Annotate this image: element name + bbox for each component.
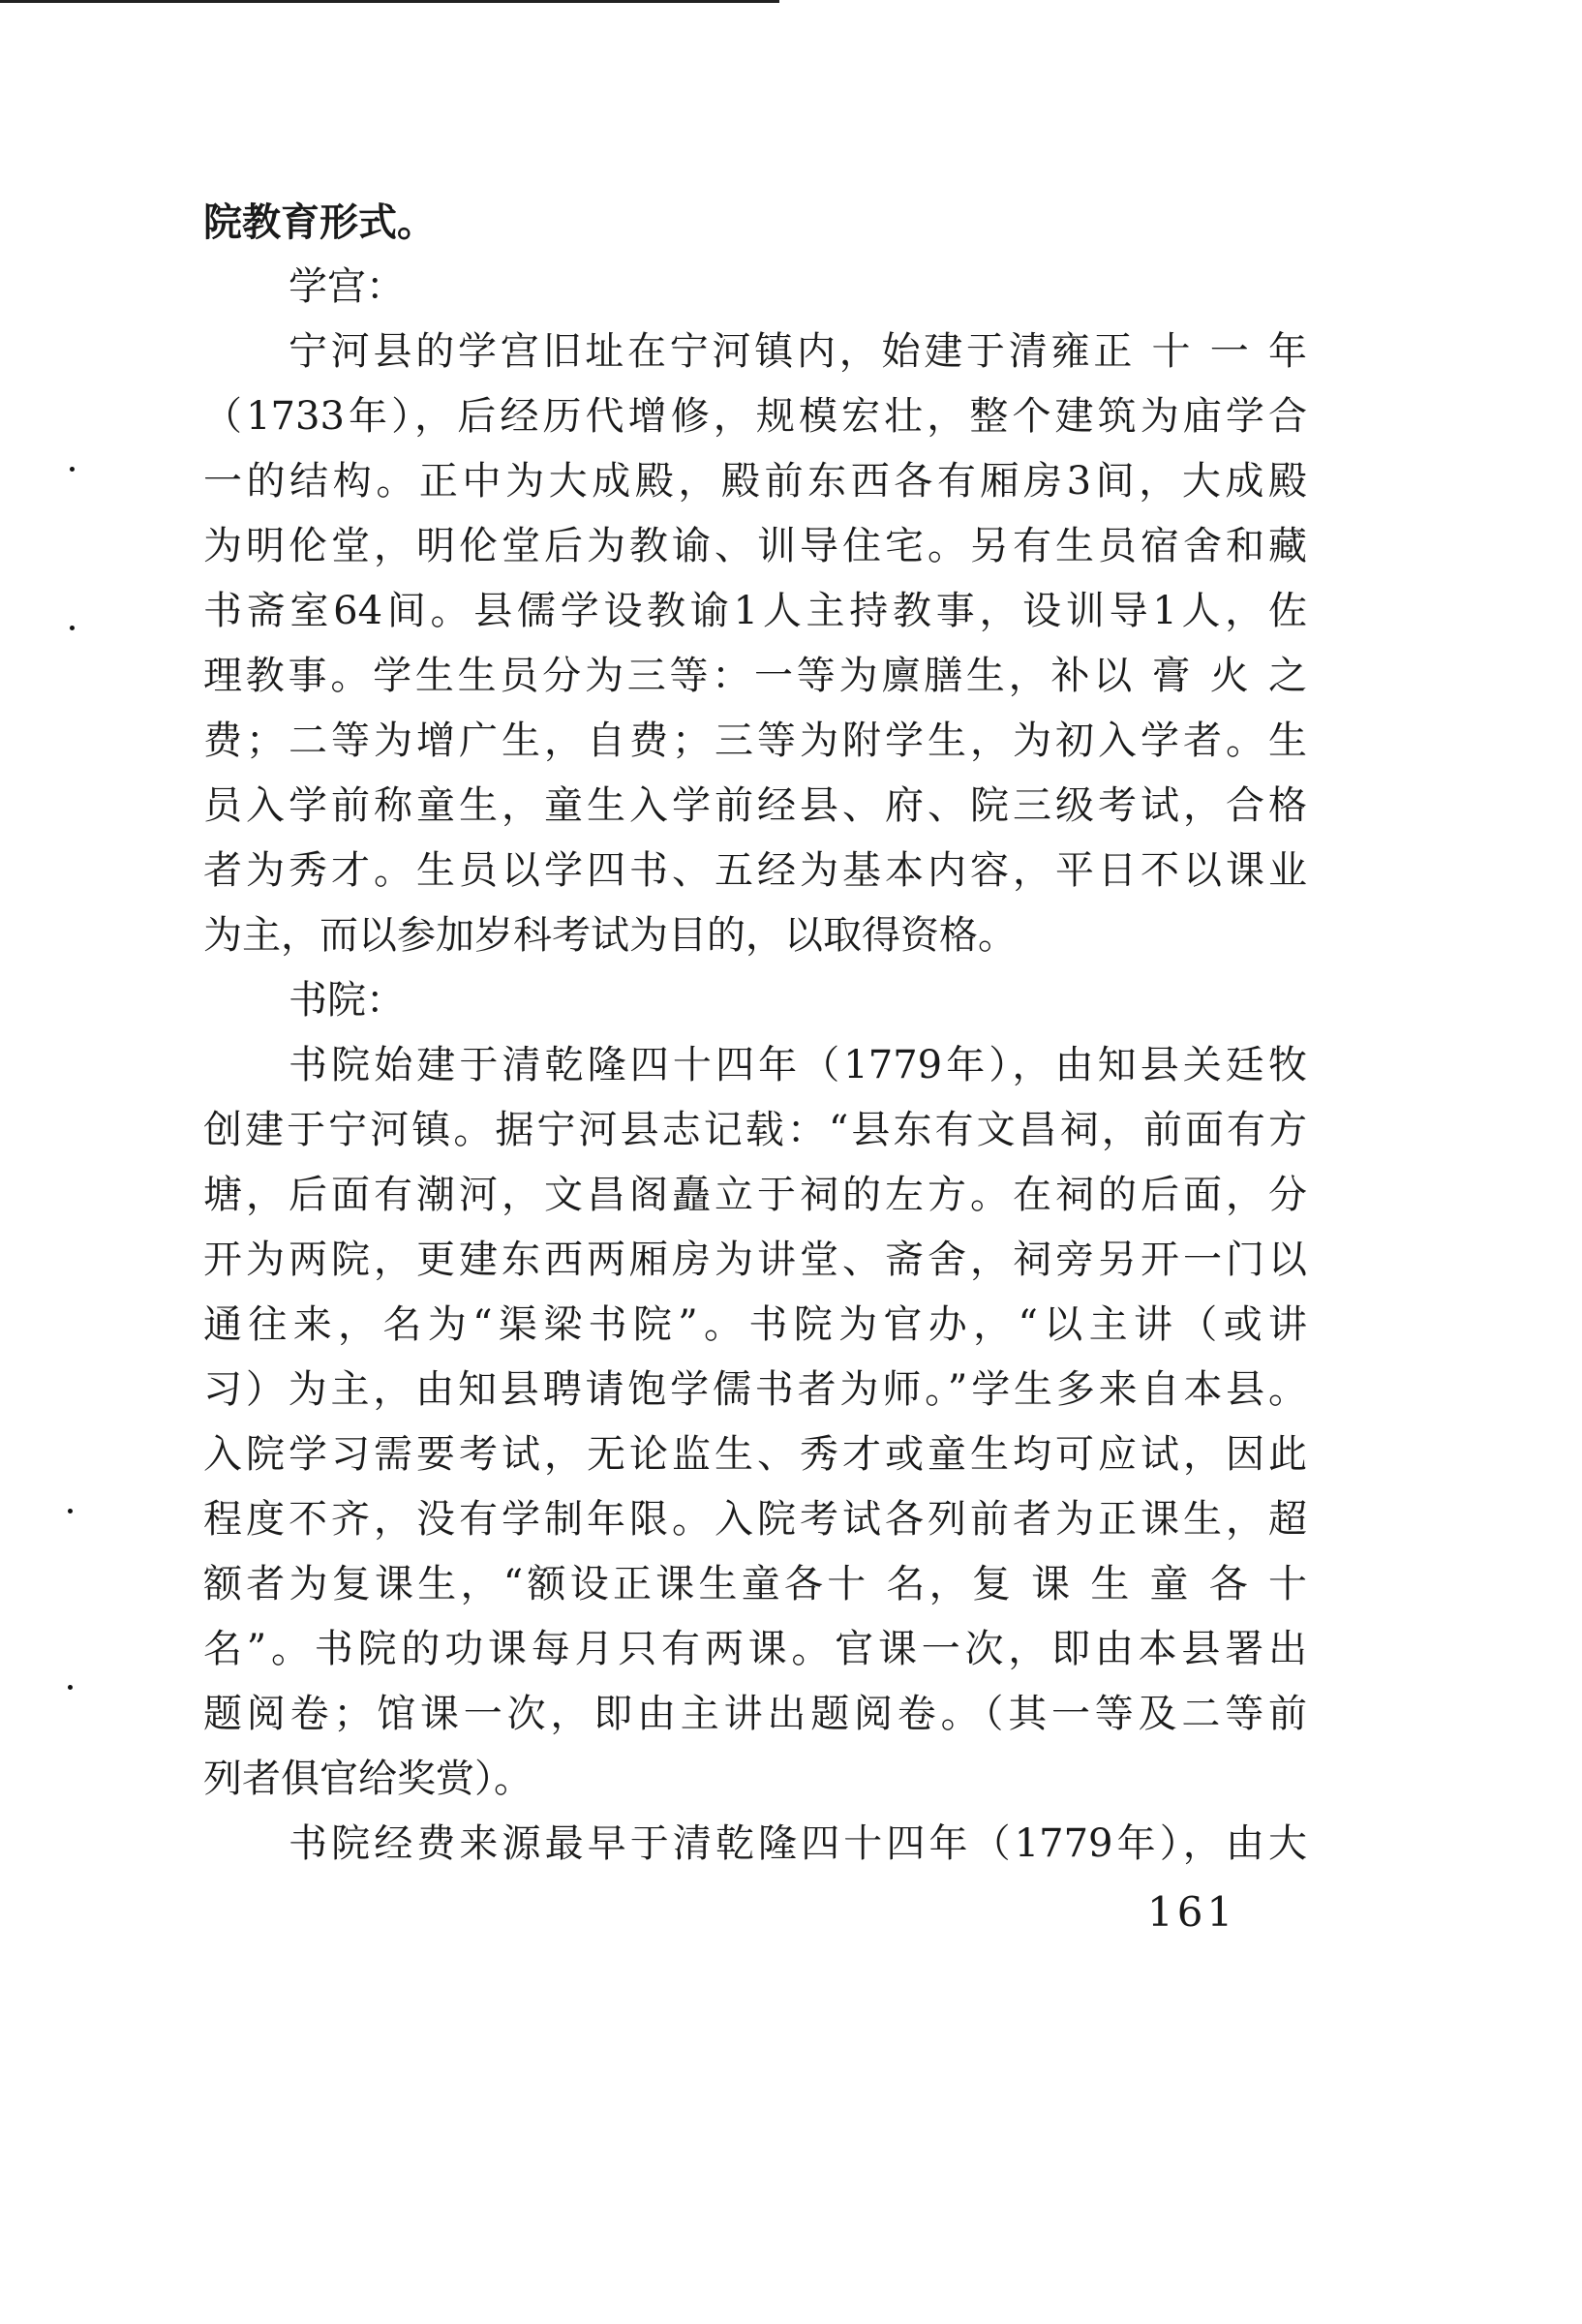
top-border-rule <box>0 0 779 3</box>
text-line: 为主，而以参加岁科考试为目的，以取得资格。 <box>203 913 1017 958</box>
book-page-text <box>203 190 1307 1877</box>
text-line: 员入学前称童生，童生入学前经县、府、院三级考试，合格 <box>203 783 1307 828</box>
section-heading-shuyuan: 书院： <box>289 978 405 1023</box>
text-line: 入院学习需要考试，无论监生、秀才或童生均可应试，因此 <box>203 1432 1307 1477</box>
text-line: 费；二等为增广生，自费；三等为附学生，为初入学者。生 <box>203 719 1307 763</box>
text-line: 列者俱官给奖赏）。 <box>203 1757 532 1801</box>
scan-speck <box>68 1509 73 1514</box>
text-line: 程度不齐，没有学制年限。入院考试各列前者为正课生，超 <box>203 1497 1307 1542</box>
text-line: 院教育形式。 <box>203 199 436 245</box>
text-line: 塘，后面有潮河，文昌阁矗立于祠的左方。在祠的后面，分 <box>203 1173 1307 1217</box>
text-line: （1733年），后经历代增修，规模宏壮，整个建筑为庙学合 <box>203 394 1307 439</box>
scan-speck <box>70 626 75 630</box>
text-line: 理教事。学生生员分为三等：一等为廪膳生，补以 膏 火 之 <box>203 654 1307 698</box>
text-line: 题阅卷；馆课一次，即由主讲出题阅卷。（其一等及二等前 <box>203 1692 1307 1736</box>
text-line: 为明伦堂，明伦堂后为教谕、训导住宅。另有生员宿舍和藏 <box>203 524 1307 568</box>
text-line: 者为秀才。生员以学四书、五经为基本内容，平日不以课业 <box>203 848 1307 893</box>
text-line: 额者为复课生，“额设正课生童各十 名，复 课 生 童 各 十 <box>203 1562 1307 1606</box>
scan-speck <box>68 1685 73 1690</box>
text-line: 书院经费来源最早于清乾隆四十四年（1779年），由大 <box>289 1821 1307 1866</box>
section-heading-xuegong: 学宫： <box>289 264 405 309</box>
text-line: 通往来，名为“渠梁书院”。书院为官办，“以主讲（或讲 <box>203 1302 1307 1347</box>
text-line: 宁河县的学宫旧址在宁河镇内，始建于清雍正 十 一 年 <box>289 329 1307 374</box>
scan-speck <box>70 467 75 472</box>
text-line: 开为两院，更建东西两厢房为讲堂、斋舍，祠旁另开一门以 <box>203 1238 1307 1282</box>
text-line: 习）为主，由知县聘请饱学儒书者为师。”学生多来自本县。 <box>203 1367 1307 1412</box>
text-line: 名”。书院的功课每月只有两课。官课一次，即由本县署出 <box>203 1627 1307 1671</box>
text-line: 创建于宁河镇。据宁河县志记载：“县东有文昌祠，前面有方 <box>203 1108 1307 1152</box>
text-line: 书院始建于清乾隆四十四年（1779年），由知县关廷牧 <box>289 1043 1307 1087</box>
text-line: 一的结构。正中为大成殿，殿前东西各有厢房3间，大成殿 <box>203 459 1307 504</box>
text-line: 书斋室64间。县儒学设教谕1人主持教事，设训导1人，佐 <box>203 589 1307 633</box>
page-number: 161 <box>1147 1888 1237 1936</box>
